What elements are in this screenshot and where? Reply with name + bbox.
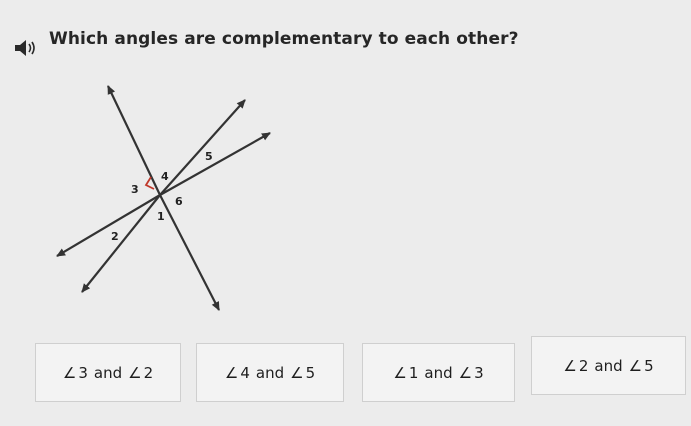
angle-symbol: ∠ <box>393 363 407 382</box>
angle-label-1: 1 <box>157 210 165 223</box>
choice-button-2[interactable] <box>196 343 344 402</box>
angle-symbol: ∠ <box>290 363 304 382</box>
angle-label-4: 4 <box>161 170 169 183</box>
line-b-lower <box>57 195 160 256</box>
choice-second-angle: 3 <box>474 363 484 382</box>
angle-symbol: ∠ <box>563 356 577 375</box>
line-c <box>82 195 160 292</box>
angle-label-2: 2 <box>111 230 119 243</box>
choice-first-angle: 4 <box>240 363 250 382</box>
choice-joiner: and <box>93 363 123 382</box>
angle-symbol: ∠ <box>628 356 643 375</box>
choice-button-1[interactable] <box>35 343 181 402</box>
angle-label-3: 3 <box>131 183 139 196</box>
choice-second-angle: 5 <box>305 363 316 382</box>
choice-joiner: and <box>594 356 623 375</box>
choice-second-angle: 2 <box>143 363 154 382</box>
choice-second-angle: 5 <box>644 356 654 375</box>
line-a <box>108 86 160 195</box>
line-c-upper <box>160 100 245 195</box>
angle-label-5: 5 <box>205 150 213 163</box>
angle-label-6: 6 <box>175 195 183 208</box>
angle-symbol: ∠ <box>224 363 239 382</box>
angle-symbol: ∠ <box>128 363 142 382</box>
question-text: Which angles are complementary to each other? <box>49 29 519 49</box>
choice-joiner: and <box>424 363 453 382</box>
choice-first-angle: 3 <box>78 363 88 382</box>
angle-symbol: ∠ <box>458 363 473 382</box>
line-b <box>160 133 270 195</box>
choice-first-angle: 2 <box>578 356 589 375</box>
choice-button-4[interactable] <box>531 336 686 395</box>
choice-button-3[interactable] <box>362 343 515 402</box>
choice-first-angle: 1 <box>408 363 419 382</box>
angle-symbol: ∠ <box>62 363 77 382</box>
choice-joiner: and <box>255 363 285 382</box>
line-a-lower <box>160 195 219 310</box>
